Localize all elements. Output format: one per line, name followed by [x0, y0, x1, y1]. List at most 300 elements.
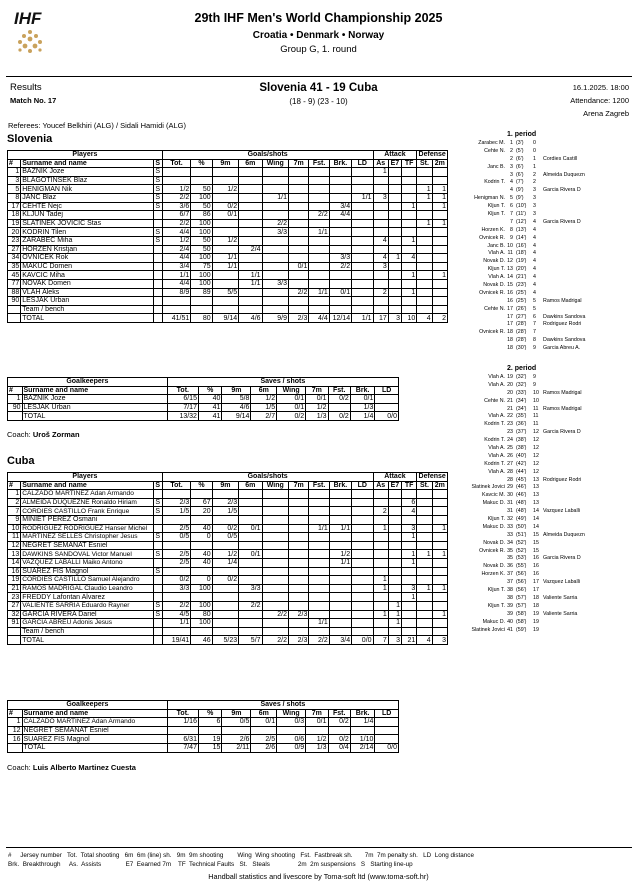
stat-cell [262, 558, 288, 567]
stat-cell: S [153, 193, 162, 202]
stat-cell: 2/3 [289, 610, 309, 619]
player-name: CEHTE Nejc [21, 202, 153, 211]
stat-cell [289, 228, 309, 237]
event-field: Ovnicek R. [479, 289, 505, 296]
stat-cell: 0/2 [328, 412, 350, 421]
goals-header: Goals/shots [162, 151, 373, 160]
player-name: DAWKINS SANDOVAL Victor Manuel [21, 550, 153, 559]
stat-cell [328, 726, 350, 735]
stat-cell: 0/1 [277, 403, 306, 412]
stat-cell [432, 533, 447, 542]
table-row [8, 498, 448, 507]
stat-cell: 1 [417, 185, 432, 194]
stat-cell: 2/5 [162, 524, 191, 533]
event-field: (40') [516, 452, 527, 459]
stat-cell [350, 726, 375, 735]
event-field: 24 [507, 437, 513, 444]
event-field: 3 [510, 163, 513, 170]
stat-cell [329, 185, 351, 194]
stat-cell: 77 [8, 279, 21, 288]
table-row [8, 558, 448, 567]
legend-line-1: # Jersey number Tot. Total shooting 6m 6m (line) sh. 9m 9m shooting Wing Wing shooting Fst. Fastbreak sh. 7m 7m penalty sh. LD Long distance [8, 852, 474, 859]
stat-cell [417, 593, 432, 602]
event-field: Slatinek Jovici [471, 484, 505, 491]
event-field: 20 [507, 381, 513, 388]
column-header: Fst. [309, 481, 329, 490]
stat-cell [417, 601, 432, 610]
stat-cell [277, 726, 306, 735]
stat-cell [402, 193, 417, 202]
stat-cell: 1 [417, 193, 432, 202]
stat-cell: 4/6 [222, 403, 251, 412]
stat-cell [352, 627, 373, 636]
stat-cell [153, 619, 162, 628]
stat-cell [262, 176, 288, 185]
stat-cell: 18 [8, 211, 21, 220]
stat-cell: 9/9 [262, 314, 288, 323]
stat-cell: 19/41 [162, 636, 191, 645]
event-field: Vlah A. [488, 381, 505, 388]
stat-cell: 12 [8, 726, 23, 735]
stat-cell: 0/0 [375, 412, 399, 421]
stat-cell: 4/4 [162, 254, 191, 263]
score-event [455, 493, 635, 501]
stat-cell [262, 305, 288, 314]
stat-cell: 4 [417, 636, 432, 645]
stat-cell [262, 168, 288, 177]
stat-cell [8, 412, 23, 421]
stat-cell: 88 [8, 288, 21, 297]
event-field: Cehte N. [484, 147, 505, 154]
event-field: Janc B. [487, 242, 505, 249]
stat-cell [402, 228, 417, 237]
stat-cell: 6/15 [167, 395, 198, 404]
stat-cell: 1/2 [212, 236, 238, 245]
column-header: Fst. [328, 386, 350, 395]
stat-cell [417, 254, 432, 263]
stat-cell: 3/3 [329, 254, 351, 263]
event-field: 33 [507, 523, 513, 530]
score-event [455, 141, 635, 149]
results-label: Results [10, 82, 42, 93]
stat-cell: 0/9 [277, 743, 306, 752]
stat-cell [309, 202, 329, 211]
event-field: 39 [507, 602, 513, 609]
event-field: Rodriguez Rodri [543, 321, 582, 328]
stat-cell [402, 601, 417, 610]
stat-cell: 2/14 [350, 743, 375, 752]
event-field: 16 [533, 571, 539, 578]
stat-cell [388, 576, 401, 585]
stat-cell [373, 279, 388, 288]
stat-cell [153, 288, 162, 297]
event-field: 14 [507, 274, 513, 281]
column-header: LD [375, 709, 399, 718]
stat-cell: 7/47 [167, 743, 198, 752]
event-field: (19') [516, 258, 527, 265]
stat-cell: 1 [373, 584, 388, 593]
table-row [8, 593, 448, 602]
stat-cell [352, 297, 373, 306]
stat-cell: 20 [8, 228, 21, 237]
column-header: % [198, 709, 221, 718]
stat-cell: 40 [191, 524, 212, 533]
stat-cell [402, 627, 417, 636]
stat-cell [432, 601, 447, 610]
stat-cell [262, 627, 288, 636]
stat-cell: 10 [8, 524, 21, 533]
stat-cell [239, 627, 262, 636]
table-row [8, 515, 448, 524]
stat-cell: 0 [191, 533, 212, 542]
stat-cell: 2/6 [222, 735, 251, 744]
column-header: # [8, 159, 21, 168]
event-field: 13 [533, 492, 539, 499]
event-field: Janc B. [487, 163, 505, 170]
stat-cell: 40 [191, 558, 212, 567]
score-event [455, 628, 635, 636]
stat-cell [352, 168, 373, 177]
stat-cell [289, 168, 309, 177]
stat-cell: S [153, 610, 162, 619]
stat-cell [388, 550, 401, 559]
event-field: Dawkins Sandova [543, 337, 586, 344]
player-name: BAZNIK Joze [21, 168, 153, 177]
player-name: RODRIGUEZ RODRIGUEZ Hanser Michel [21, 524, 153, 533]
group-round: Group G, 1. round [280, 44, 357, 55]
event-field: (46') [516, 492, 527, 499]
stat-cell [432, 498, 447, 507]
event-field: 11 [533, 413, 539, 420]
stat-cell: 7 [8, 507, 21, 516]
event-field: 33 [507, 531, 513, 538]
stat-cell: 0/1 [251, 718, 277, 727]
stat-cell [289, 254, 309, 263]
stat-cell: 1/1 [329, 524, 351, 533]
column-header: 7m [306, 709, 328, 718]
event-field: 20 [507, 389, 513, 396]
stat-cell [402, 168, 417, 177]
stat-cell [352, 533, 373, 542]
stat-cell [153, 211, 162, 220]
stat-cell [289, 567, 309, 576]
score-event [455, 375, 635, 383]
event-field: 5 [533, 297, 536, 304]
stat-cell: 0/3 [277, 718, 306, 727]
column-header: Tot. [167, 709, 198, 718]
stat-cell: 12/14 [329, 314, 351, 323]
stat-cell: S [153, 176, 162, 185]
stat-cell [402, 305, 417, 314]
stat-cell [432, 490, 447, 499]
stat-cell [373, 305, 388, 314]
event-field: 31 [507, 500, 513, 507]
event-field: Makuc D. [482, 523, 505, 530]
player-name: KODRIN Tilen [21, 228, 153, 237]
event-field: (16') [516, 242, 527, 249]
stat-cell [329, 584, 351, 593]
stat-cell [388, 567, 401, 576]
stat-cell [417, 576, 432, 585]
column-header: E7 [388, 481, 401, 490]
half-scores: (18 - 9) (23 - 10) [289, 97, 348, 106]
stat-cell [309, 627, 329, 636]
stat-cell: 4 [402, 507, 417, 516]
stat-cell [402, 619, 417, 628]
stat-cell [375, 718, 399, 727]
event-field: 12 [533, 445, 539, 452]
stat-cell [289, 297, 309, 306]
stat-cell [402, 176, 417, 185]
event-field: 3 [533, 211, 536, 218]
stat-cell [262, 490, 288, 499]
stat-cell [239, 541, 262, 550]
stat-cell: 41 [198, 412, 221, 421]
stat-cell: 50 [191, 245, 212, 254]
stat-cell [309, 245, 329, 254]
stat-cell: 1 [417, 584, 432, 593]
event-field: Henigman N. [474, 195, 505, 202]
goalkeeper-name: CALZADO MARTINEZ Adan Armando [22, 718, 167, 727]
stat-cell [417, 490, 432, 499]
column-header: LD [375, 386, 399, 395]
stat-cell [352, 262, 373, 271]
stat-cell [388, 305, 401, 314]
player-name: ZARABEC Miha [21, 236, 153, 245]
stat-cell [432, 305, 447, 314]
stat-cell [239, 262, 262, 271]
stat-cell [402, 610, 417, 619]
table-row [8, 297, 448, 306]
stat-cell [432, 211, 447, 220]
event-field: 8 [510, 226, 513, 233]
stat-cell [262, 498, 288, 507]
stat-cell [388, 288, 401, 297]
event-field: Kodrin T. [484, 421, 505, 428]
stat-cell [262, 245, 288, 254]
stat-cell: 3/3 [262, 279, 288, 288]
score-event [455, 275, 635, 283]
column-header: LD [352, 159, 373, 168]
event-field: 4 [533, 226, 536, 233]
stat-cell [375, 735, 399, 744]
stat-cell [191, 627, 212, 636]
stat-cell: 0/2 [212, 524, 238, 533]
event-field: Ramos Madrigal [543, 405, 582, 412]
stat-cell [432, 515, 447, 524]
stat-cell [251, 726, 277, 735]
stat-cell [153, 314, 162, 323]
stat-cell: 0/0 [352, 636, 373, 645]
player-name: VAZQUEZ LABALLI Maiko Antono [21, 558, 153, 567]
stat-cell [309, 558, 329, 567]
stat-cell: 2/6 [251, 743, 277, 752]
stat-cell [329, 305, 351, 314]
stat-cell: 3/3 [239, 584, 262, 593]
score-event [455, 414, 635, 422]
stat-cell: 3 [373, 262, 388, 271]
event-field: Makuc D. [482, 618, 505, 625]
event-field: Vlah A. [488, 374, 505, 380]
stat-cell [212, 228, 238, 237]
event-field: 9 [533, 345, 536, 352]
event-field: (56') [516, 579, 527, 586]
stat-cell [352, 619, 373, 628]
player-name: GARCIA ABREU Adonis Jesus [21, 619, 153, 628]
stat-cell [153, 576, 162, 585]
stat-cell [309, 193, 329, 202]
stat-cell [212, 490, 238, 499]
stat-cell [309, 550, 329, 559]
stat-cell [417, 228, 432, 237]
stat-cell [352, 610, 373, 619]
event-field: (26') [516, 305, 527, 312]
stat-cell: 3 [402, 584, 417, 593]
event-field: Garcia Abreu A. [543, 345, 581, 352]
player-name: BLAGOTINSEK Blaz [21, 176, 153, 185]
stat-cell: 1 [8, 718, 23, 727]
event-field: (53') [516, 555, 527, 562]
stat-cell: 2/2 [309, 636, 329, 645]
goalkeeper-name: TOTAL [22, 743, 167, 752]
event-field: (7') [516, 179, 524, 186]
event-field: (56') [516, 587, 527, 594]
stat-cell [417, 305, 432, 314]
stat-cell [309, 593, 329, 602]
stat-cell [191, 541, 212, 550]
stat-cell [432, 507, 447, 516]
stat-cell [388, 202, 401, 211]
column-header: Tot. [167, 386, 198, 395]
player-name: HORZEN Kristjan [21, 245, 153, 254]
event-field: 4 [533, 218, 536, 225]
attack-header: Attack [373, 151, 417, 160]
stat-cell: 1/4 [350, 412, 375, 421]
event-field: 10 [533, 389, 539, 396]
stat-cell [402, 576, 417, 585]
stat-cell [402, 211, 417, 220]
stat-cell [153, 271, 162, 280]
stat-cell [417, 168, 432, 177]
event-field: Ramos Madrigal [543, 389, 582, 396]
stat-cell [289, 236, 309, 245]
stat-cell: 1 [388, 619, 401, 628]
event-field: Makuc D. [482, 500, 505, 507]
event-field: 19 [533, 626, 539, 633]
event-field: (27') [516, 313, 527, 320]
player-name: SUAREZ FIS Magnol [21, 567, 153, 576]
event-field: (20') [516, 266, 527, 273]
stat-cell: 1/2 [251, 395, 277, 404]
event-field: 16 [533, 563, 539, 570]
event-field: (52') [516, 539, 527, 546]
stat-cell: 1 [402, 593, 417, 602]
score-event [455, 236, 635, 244]
event-field: Rodriguez Rodri [543, 476, 582, 483]
stat-cell: 2/3 [289, 636, 309, 645]
stat-cell: 0/2 [162, 576, 191, 585]
stat-cell [352, 541, 373, 550]
stat-cell: 0/1 [212, 211, 238, 220]
stat-cell: 50 [191, 236, 212, 245]
event-field: Vazquez Laballi [543, 579, 581, 586]
score-event [455, 612, 635, 620]
stat-cell: 1 [8, 395, 23, 404]
stat-cell: 1 [402, 550, 417, 559]
event-field: Garcia Rivera D [543, 555, 581, 562]
stat-cell [153, 262, 162, 271]
stat-cell: 5/7 [239, 636, 262, 645]
event-field: 12 [507, 258, 513, 265]
stat-cell [352, 211, 373, 220]
event-field: 7 [533, 329, 536, 336]
stat-cell [8, 305, 21, 314]
stat-cell [262, 584, 288, 593]
event-field: 6 [510, 203, 513, 210]
stat-cell: 80 [191, 610, 212, 619]
stat-cell: 0/2 [328, 718, 350, 727]
stat-cell [417, 288, 432, 297]
event-field: 1 [533, 163, 536, 170]
column-header: Surname and name [21, 159, 153, 168]
event-field: 40 [507, 618, 513, 625]
stat-cell [222, 726, 251, 735]
event-field: Vlah A. [488, 413, 505, 420]
event-field: 13 [533, 484, 539, 491]
event-field: Vlah A. [488, 250, 505, 257]
stat-cell: 4/4 [162, 279, 191, 288]
stat-cell [153, 219, 162, 228]
stat-cell: 17 [373, 314, 388, 323]
score-event [455, 533, 635, 541]
stat-cell: 1/1 [309, 228, 329, 237]
event-field: 0 [533, 140, 536, 146]
stat-cell [153, 297, 162, 306]
stat-cell: 1/1 [162, 619, 191, 628]
stat-cell [373, 558, 388, 567]
stat-cell [388, 297, 401, 306]
stat-cell [373, 567, 388, 576]
stat-cell [289, 584, 309, 593]
column-header: LD [352, 481, 373, 490]
stat-cell [309, 584, 329, 593]
event-field: 3 [510, 171, 513, 178]
goalkeeper-name: TOTAL [22, 412, 167, 421]
stat-cell [432, 245, 447, 254]
event-field: (59') [516, 626, 527, 633]
event-field: 22 [507, 413, 513, 420]
stat-cell: 1 [402, 271, 417, 280]
stat-cell: 3/6 [162, 202, 191, 211]
column-header: As [373, 481, 388, 490]
stat-cell [375, 726, 399, 735]
score-event [455, 251, 635, 259]
stat-cell [352, 558, 373, 567]
stat-cell: 0/1 [277, 395, 306, 404]
stat-cell [417, 297, 432, 306]
table-row [8, 524, 448, 533]
event-field: Kavcic M. [482, 492, 505, 499]
stat-cell: 5 [8, 185, 21, 194]
stat-cell [239, 498, 262, 507]
stat-cell: 89 [191, 288, 212, 297]
event-field: Kljun T. [487, 602, 505, 609]
legend-line-2: Brk. Breakthrough As. Assists E7 Eearned 7m TF Technical Faults St. Steals 2m 2m suspensions S Starting line-up [8, 861, 413, 868]
stat-cell: 2/2 [309, 211, 329, 220]
stat-cell [212, 176, 238, 185]
event-field: 41 [507, 626, 513, 633]
event-field: 35 [507, 547, 513, 554]
